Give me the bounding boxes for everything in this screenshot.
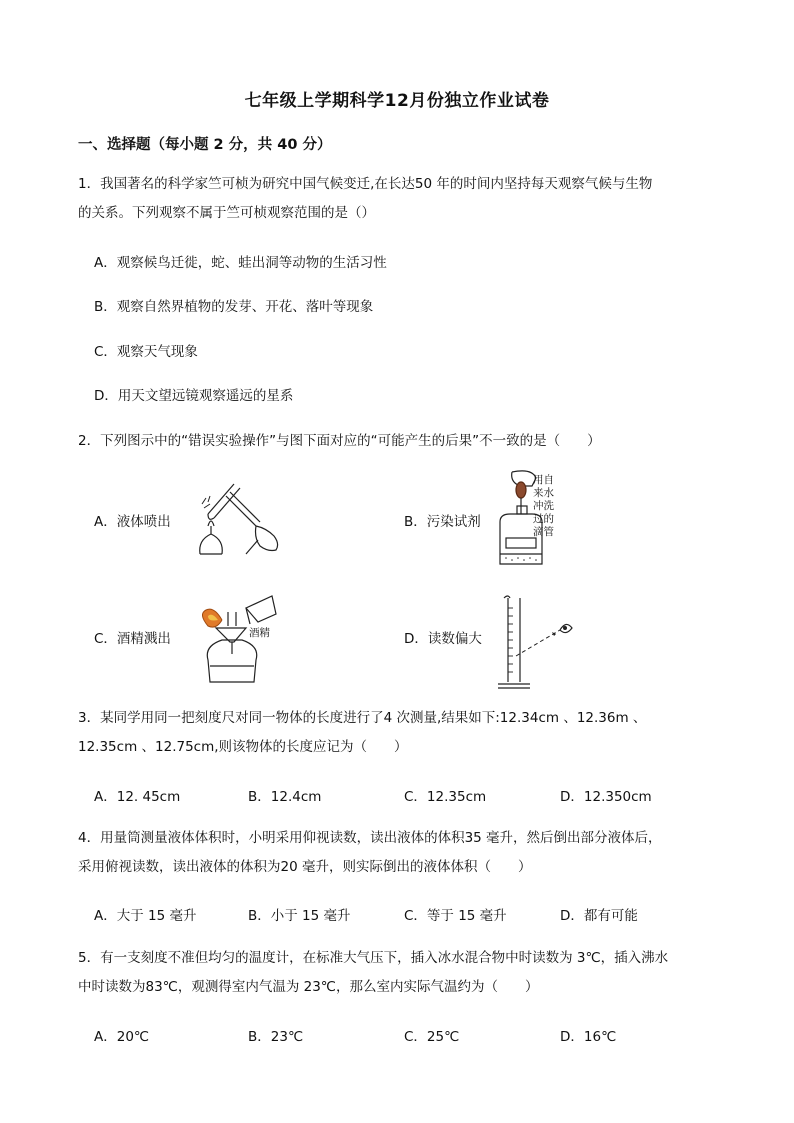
q4-option-d: D．都有可能 <box>560 908 638 924</box>
question-5-line-1: 5．有一支刻度不准但均匀的温度计，在标准大气压下，插入冰水混合物中时读数为 3℃，插入沸水 <box>78 950 669 966</box>
q4-option-c: C．等于 15 毫升 <box>404 908 507 924</box>
question-2-stem: 2．下列图示中的“错误实验操作”与图下面对应的“可能产生的后果”不一致的是（ ） <box>78 433 601 449</box>
question-1-line-2: 的关系。下列观察不属于竺可桢观察范围的是（） <box>78 205 375 221</box>
figure-c-caption: 酒精 <box>249 627 270 639</box>
question-4-stem <box>78 824 718 882</box>
question-3-line-1: 3．某同学用同一把刻度尺对同一物体的长度进行了4 次测量,结果如下:12.34cm 、12.36m 、 <box>78 710 647 726</box>
q5-option-a: A．20℃ <box>94 1029 150 1045</box>
question-5-stem <box>78 944 718 1002</box>
figure-heating-test-tube <box>186 478 286 560</box>
figure-b-caption-line: 过的 <box>533 513 554 525</box>
figure-b-caption-line: 来水 <box>533 487 554 499</box>
q5-option-d: D．16℃ <box>560 1029 617 1045</box>
q4-option-a: A．大于 15 毫升 <box>94 908 197 924</box>
q1-option-c: C．观察天气现象 <box>94 344 198 360</box>
question-3-line-2: 12.35cm 、12.75cm,则该物体的长度应记为（ ） <box>78 739 408 755</box>
q5-option-b: B．23℃ <box>248 1029 304 1045</box>
q2-option-b: B．污染试剂 <box>404 514 481 530</box>
question-4-line-2: 采用俯视读数，读出液体的体积为20 毫升，则实际倒出的液体体积（ ） <box>78 859 532 875</box>
q3-option-a: A．12. 45cm <box>94 789 181 805</box>
q3-option-b: B．12.4cm <box>248 789 322 805</box>
q5-option-c: C．25℃ <box>404 1029 460 1045</box>
q1-option-b: B．观察自然界植物的发芽、开花、落叶等现象 <box>94 299 374 315</box>
q1-option-d: D．用天文望远镜观察遥远的星系 <box>94 388 294 404</box>
figure-b-caption <box>533 474 554 539</box>
figure-b-caption-line: 冲洗 <box>533 500 554 512</box>
question-3-stem <box>78 704 718 762</box>
section-heading: 一、选择题（每小题 2 分，共 40 分） <box>78 137 332 153</box>
question-1-line-1: 1．我国著名的科学家竺可桢为研究中国气候变迁,在长达50 年的时间内坚持每天观察气候与生物 <box>78 176 653 192</box>
q3-option-d: D．12.350cm <box>560 789 652 805</box>
page-title: 七年级上学期科学12月份独立作业试卷 <box>244 91 550 111</box>
question-1-stem <box>78 170 718 228</box>
question-4-line-1: 4．用量筒测量液体体积时，小明采用仰视读数，读出液体的体积35 毫升，然后倒出部分液体后， <box>78 830 662 846</box>
q2-option-d: D．读数偏大 <box>404 631 482 647</box>
q2-option-c: C．酒精溅出 <box>94 631 171 647</box>
figure-b-caption-line: 滴管 <box>533 526 554 538</box>
question-5-line-2: 中时读数为83℃，观测得室内气温为 23℃，那么室内实际气温约为（ ） <box>78 979 539 995</box>
q2-option-a: A．液体喷出 <box>94 514 171 530</box>
q1-option-a: A．观察候鸟迁徙，蛇、蛙出洞等动物的生活习性 <box>94 255 387 271</box>
q3-option-c: C．12.35cm <box>404 789 487 805</box>
q4-option-b: B．小于 15 毫升 <box>248 908 351 924</box>
figure-graduated-cylinder <box>496 594 576 690</box>
figure-b-caption-line: 用自 <box>533 474 554 486</box>
